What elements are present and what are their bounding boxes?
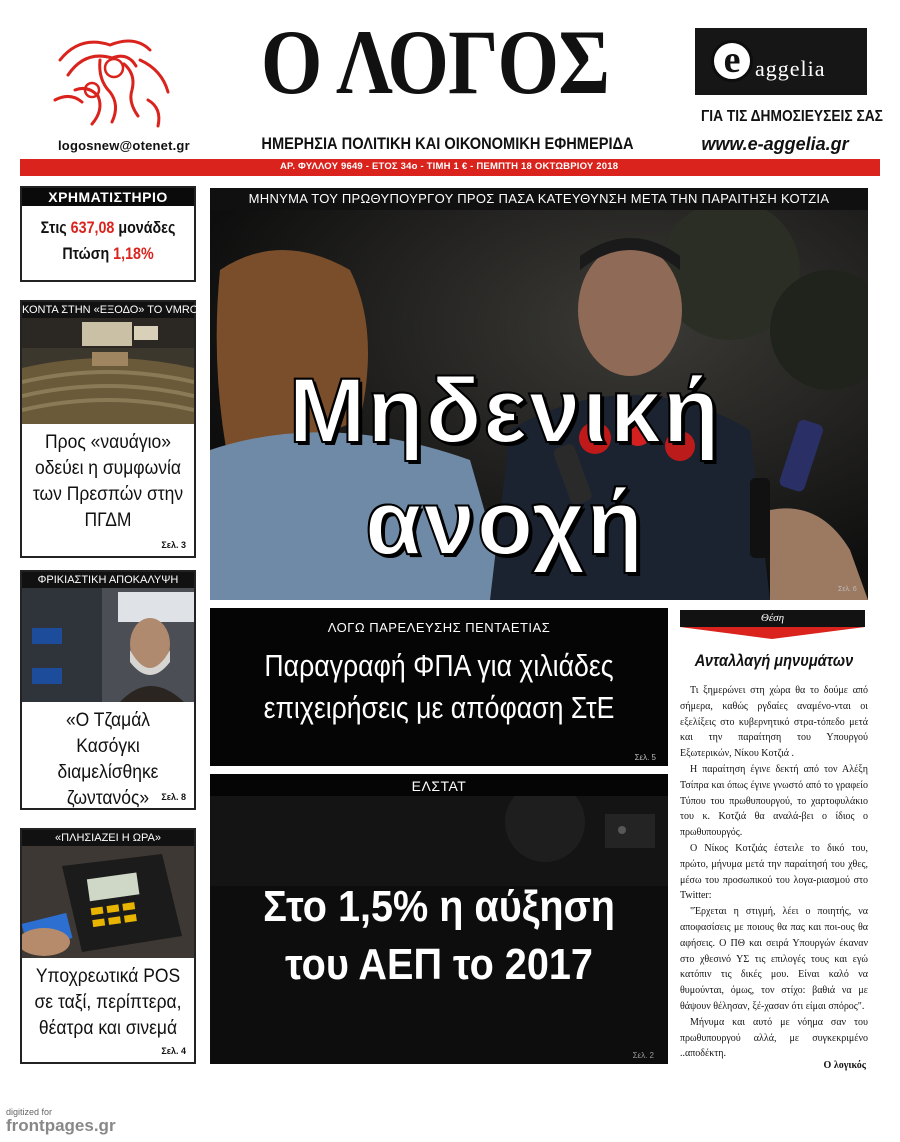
- opinion-red-wedge: [680, 627, 865, 639]
- stock-points-value: 637,08: [70, 218, 115, 237]
- stock-market-box[interactable]: [20, 186, 196, 282]
- opinion-signature: Ο λογικός: [823, 1060, 866, 1071]
- opinion-paragraph: Τι ξημερώνει στη χώρα θα το δούμε από σήμερα, καθώς ργδαίες αναμένο-νται οι εξελίξεις στο κυβερνητικό στρα-τόπεδο μετά και την παραίτηση του Υπουργού Εξωτερικών, Νίκου Κοτζιά .: [680, 685, 868, 760]
- vat-headline-line1: Παραγραφή ΦΠΑ για χιλιάδες: [264, 648, 614, 683]
- side-story-kicker: ΚΟΝΤΑ ΣΤΗΝ «ΕΞΟΔΟ» ΤΟ VMRO: [22, 304, 199, 316]
- side-story-pos[interactable]: [20, 828, 196, 1064]
- opinion-headline[interactable]: Ανταλλαγή μηνυμάτων: [694, 651, 854, 670]
- side-story-page: Σελ. 4: [161, 1046, 186, 1056]
- opinion-paragraph: Ο Νίκος Κοτζιάς έστειλε το δικό του, πρώτο, μήνυμα μετά την παραίτησή του χθες, μέσω του προσωπικού του λογα-ριασμού στο Twitter:: [680, 842, 868, 902]
- hero-page: Σελ. 6: [838, 586, 857, 593]
- khashoggi-photo: [22, 588, 194, 702]
- vat-page: Σελ. 5: [634, 753, 656, 762]
- side-story-title: Προς «ναυάγιο» οδεύει η συμφωνία των Πρεσπών στην ΠΓΔΜ: [32, 432, 184, 531]
- side-story-page: Σελ. 8: [161, 792, 186, 802]
- side-story-page: Σελ. 3: [161, 540, 186, 550]
- stock-change-value: 1,18%: [113, 244, 154, 263]
- newspaper-title: Ο ΛΟΓΟΣ: [260, 11, 610, 113]
- pos-terminal-photo: [22, 846, 194, 958]
- gdp-story[interactable]: [210, 774, 668, 1064]
- side-story-prespa[interactable]: [20, 300, 199, 558]
- stock-change: Πτώση 1,18%: [62, 244, 154, 263]
- contact-email[interactable]: logosnew@otenet.gr: [58, 138, 190, 153]
- side-story-khashoggi[interactable]: [20, 570, 196, 810]
- digitized-for-label: digitized for: [6, 1107, 53, 1117]
- stock-header: ΧΡΗΜΑΤΙΣΤΗΡΙΟ: [22, 188, 194, 206]
- hero-headline[interactable]: Μηδενική ανοχή: [288, 360, 722, 574]
- parliament-photo: [22, 318, 194, 424]
- newspaper-subtitle: ΗΜΕΡΗΣΙΑ ΠΟΛΙΤΙΚΗ ΚΑΙ ΟΙΚΟΝΟΜΙΚΗ ΕΦΗΜΕΡΙΔΑ: [261, 134, 634, 153]
- opinion-section-label: Θέση: [680, 610, 865, 627]
- gdp-kicker: ΕΛΣΤΑΤ: [411, 778, 467, 794]
- gdp-page: Σελ. 2: [632, 1051, 654, 1060]
- opinion-paragraph: Μήνυμα και αυτό με νόημα σαν του πρωθυπουργού αλλά, με συγκεκριμένο ..αποδέκτη.: [680, 1016, 868, 1060]
- frontpages-site: frontpages.gr: [6, 1116, 116, 1135]
- hero-kicker: ΜΗΝΥΜΑ ΤΟΥ ΠΡΩΘΥΠΟΥΡΓΟΥ ΠΡΟΣ ΠΑΣΑ ΚΑΤΕΥΘΥΝΣΗ ΜΕΤΑ ΤΗΝ ΠΑΡΑΙΤΗΣΗ ΚΟΤΖΙΑ: [210, 188, 868, 210]
- side-story-title: «Ο Τζαμάλ Κασόγκι διαμελίσθηκε ζωντανός»: [57, 710, 159, 809]
- ad-tagline: ΓΙΑ ΤΙΣ ΔΗΜΟΣΙΕΥΣΕΙΣ ΣΑΣ: [701, 108, 883, 125]
- opinion-paragraph: "Έρχεται η στιγμή, λέει ο ποιητής, να αποφασίσεις με ποιους θα πας και ποι-ους θα αφήσεις. Ο ΠΘ και σειρά Υπουργών έκαναν στο χθεσινό ΥΣ τις επιλογές τους και εγώ κατόπιν τις δικές μου. Είναι καλό να θυμούνται, όμως, τον στίχο: βαθιά να με θάψουν θέλησαν, ξέ-χασαν ότι είμαι σπόρος".: [680, 906, 868, 1012]
- issue-info: ΑΡ. ΦΥΛΛΟΥ 9649 - ΕΤΟΣ 34ο - ΤΙΜΗ 1 € - ΠΕΜΠΤΗ 18 ΟΚΤΩΒΡΙΟΥ 2018: [280, 161, 619, 172]
- side-story-kicker: «ΠΛΗΣΙΑΖΕΙ Η ΩΡΑ»: [22, 830, 194, 846]
- ad-url[interactable]: www.e-aggelia.gr: [701, 134, 849, 154]
- digitized-credit[interactable]: [6, 1108, 116, 1134]
- side-story-title: Υποχρεωτικά POS σε ταξί, περίπτερα, θέατρα και σινεμά: [34, 966, 182, 1039]
- vat-kicker: ΛΟΓΩ ΠΑΡΕΛΕΥΣΗΣ ΠΕΝΤΑΕΤΙΑΣ: [327, 620, 551, 635]
- gdp-headline: Στο 1,5% η αύξηση του ΑΕΠ το 2017: [263, 882, 615, 989]
- ad-logo-letter: e: [711, 40, 753, 82]
- ad-logo-word: aggelia: [755, 56, 826, 81]
- opinion-paragraph: Η παραίτηση έγινε δεκτή από τον Αλέξη Τσίπρα και όπως έγινε γνωστό από το γραφείο Τύπου του πρωθυπουργού, το χαρτοφυλάκιο του κ. Κοτζιά θα αναλά-βει ο ίδιος ο πρωθυπουργός.: [680, 763, 868, 839]
- side-story-kicker: ΦΡΙΚΙΑΣΤΙΚΗ ΑΠΟΚΑΛΥΨΗ: [22, 572, 194, 588]
- stock-points: Στις 637,08 μονάδες: [40, 218, 176, 237]
- vat-headline-line2: επιχειρήσεις με απόφαση ΣτΕ: [263, 690, 615, 725]
- logo-illustration-icon: [40, 30, 190, 130]
- opinion-body: [680, 683, 868, 1062]
- vat-story[interactable]: [210, 608, 668, 766]
